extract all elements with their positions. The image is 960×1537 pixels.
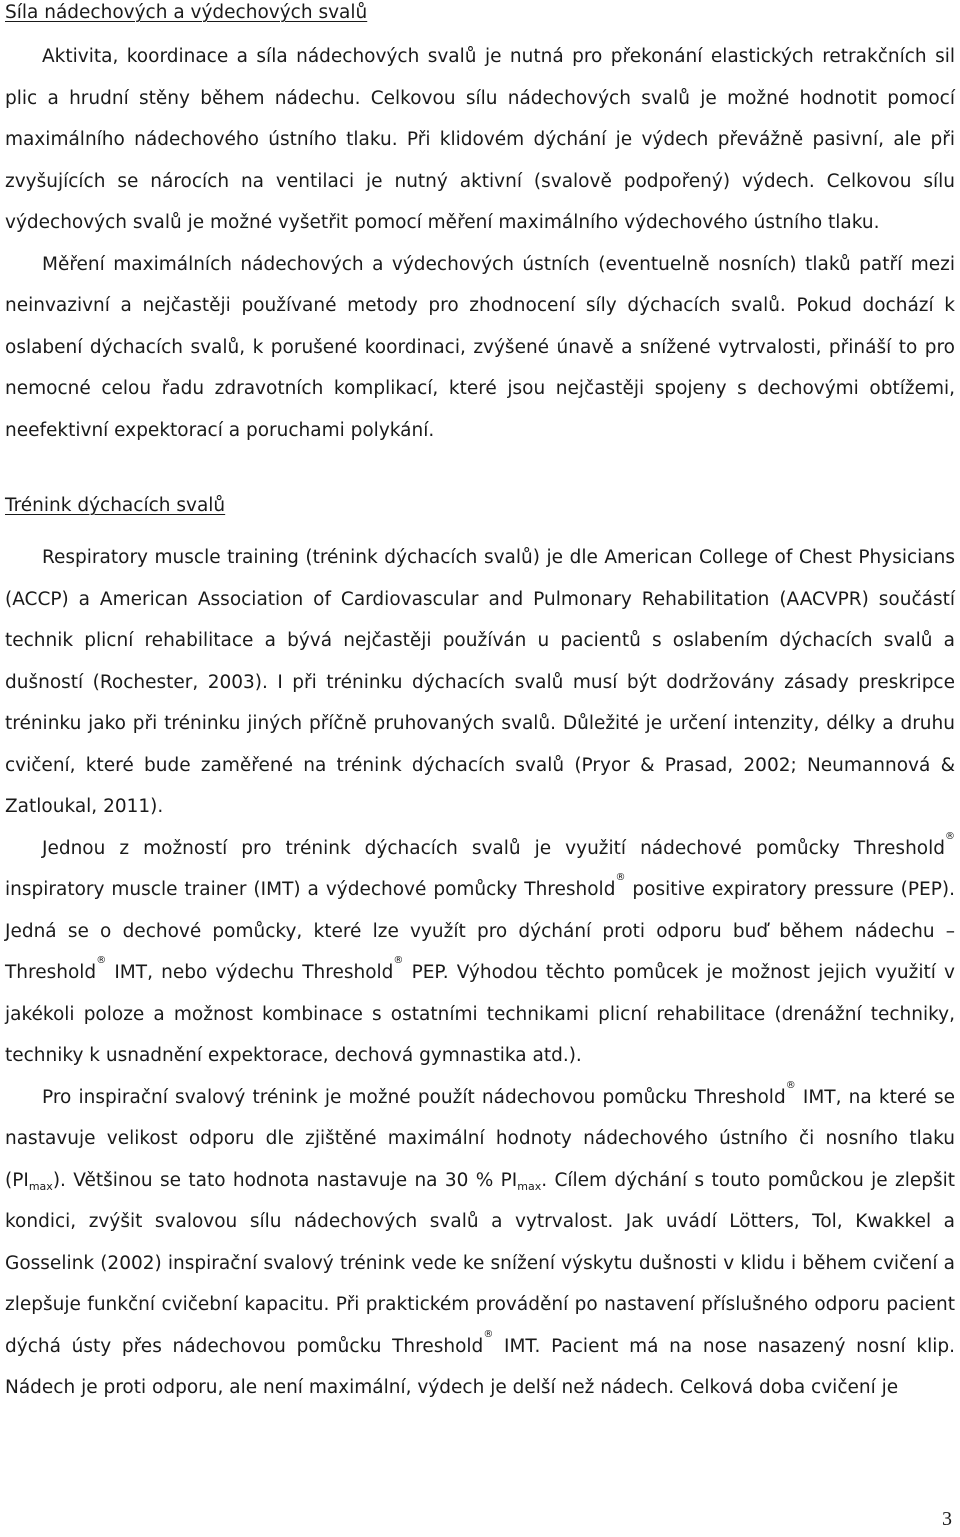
- registered-trademark-mark: ®: [785, 1079, 796, 1091]
- section-body-muscle-training: [5, 537, 955, 1409]
- registered-trademark-mark: ®: [96, 955, 107, 966]
- section-heading-muscle-strength: Síla nádechových a výdechových svalů: [5, 2, 368, 23]
- paragraph: [5, 828, 955, 1077]
- paragraph: [5, 1077, 955, 1409]
- registered-trademark-mark: ®: [615, 872, 626, 883]
- subscript-max: max: [517, 1179, 542, 1193]
- text-run: IMT. Pacient má na nose nasazený nosní klip. Nádech je proti odporu, ale není maximální, výdech je delší než nádech. Celková doba cvičení je: [5, 1335, 955, 1398]
- section-heading-muscle-training: Trénink dýchacích svalů: [5, 495, 226, 516]
- text-run: PEP. Výhodou těchto pomůcek je možnost jejich využití v jakékoli poloze a možnost kombinace s ostatními technikami plicní rehabilitace (drenážní techniky, techniky k usnadnění expektorace, dechová gymnastika atd.).: [5, 962, 956, 1066]
- text-run: inspiratory muscle trainer (IMT) a výdechové pomůcky Threshold: [5, 879, 616, 900]
- registered-trademark-mark: ®: [483, 1328, 494, 1340]
- text-run: . Cílem dýchání s touto pomůckou je zlepšit kondici, zvýšit svalovou sílu nádechových svalů a vytrvalost. Jak uvádí Lötters, Tol, Kwakkel a Gosselink (2002) inspirační svalový trénink vede ke snížení výskytu dušnosti v klidu i během cvičení a zlepšuje funkční cvičební kapacitu. Při praktickém provádění po nastavení příslušného odporu pacient dýchá ústy přes nádechovou pomůcku Threshold: [5, 1169, 955, 1357]
- document-page: [5, 0, 955, 1409]
- registered-trademark-mark: ®: [393, 955, 404, 966]
- text-run: IMT, na které se nastavuje velikost odporu dle zjištěné maximální hodnoty nádechového ústního či nosního tlaku (PI: [5, 1086, 955, 1191]
- page-number: 3: [942, 1508, 952, 1530]
- paragraph: Aktivita, koordinace a síla nádechových svalů je nutná pro překonání elastických retrakčních sil plic a hrudní stěny během nádechu. Celkovou sílu nádechových svalů je možné hodnotit pomocí maximálního nádechového ústního tlaku. Při klidovém dýchání je výdech převážně pasivní, ale při zvyšujících se nárocích na ventilaci je nutný aktivní (svalově podpořený) výdech. Celkovou sílu výdechových svalů je možné vyšetřit pomocí měření maximálního výdechového ústního tlaku.: [5, 46, 955, 233]
- paragraph: Měření maximálních nádechových a výdechových ústních (eventuelně nosních) tlaků patří mezi neinvazivní a nejčastěji používané metody pro zhodnocení síly dýchacích svalů. Pokud dochází k oslabení dýchacích svalů, k porušené koordinaci, zvýšené únavě a snížené vytrvalosti, přináší to pro nemocné celou řadu zdravotních komplikací, které jsou nejčastěji spojeny s dechovými obtížemi, neefektivní expektorací a poruchami polykání.: [5, 253, 955, 441]
- text-run: Jednou z možností pro trénink dýchacích svalů je využití nádechové pomůcky Threshold: [42, 837, 945, 859]
- text-run: Pro inspirační svalový trénink je možné použít nádechovou pomůcku Threshold: [42, 1086, 786, 1108]
- paragraph: Respiratory muscle training (trénink dýchacích svalů) je dle American College of Chest Physicians (ACCP) a American Association of Cardiovascular and Pulmonary Rehabilitation (AACVPR) součástí technik plicní rehabilitace a bývá nejčastěji používán u pacientů s oslabením dýchacích svalů a dušností (Rochester, 2003). I při tréninku dýchacích svalů musí být dodržovány zásady preskripce tréninku jako při tréninku jiných příčně pruhovaných svalů. Důležité je určení intenzity, délky a druhu cvičení, které bude zaměřené na trénink dýchacích svalů (Pryor & Prasad, 2002; Neumannová & Zatloukal, 2011).: [5, 547, 955, 817]
- text-run: positive expiratory pressure (PEP). Jedná se o dechové pomůcky, které lze využít pro dýchání proti odporu buď během nádechu – Threshold: [5, 879, 955, 983]
- registered-trademark-mark: ®: [945, 830, 955, 842]
- subscript-max: max: [28, 1179, 53, 1193]
- text-run: ). Většinou se tato hodnota nastavuje na 30 % PI: [52, 1169, 518, 1191]
- section-body-muscle-strength: [5, 36, 955, 451]
- text-run: IMT, nebo výdechu Threshold: [106, 962, 394, 983]
